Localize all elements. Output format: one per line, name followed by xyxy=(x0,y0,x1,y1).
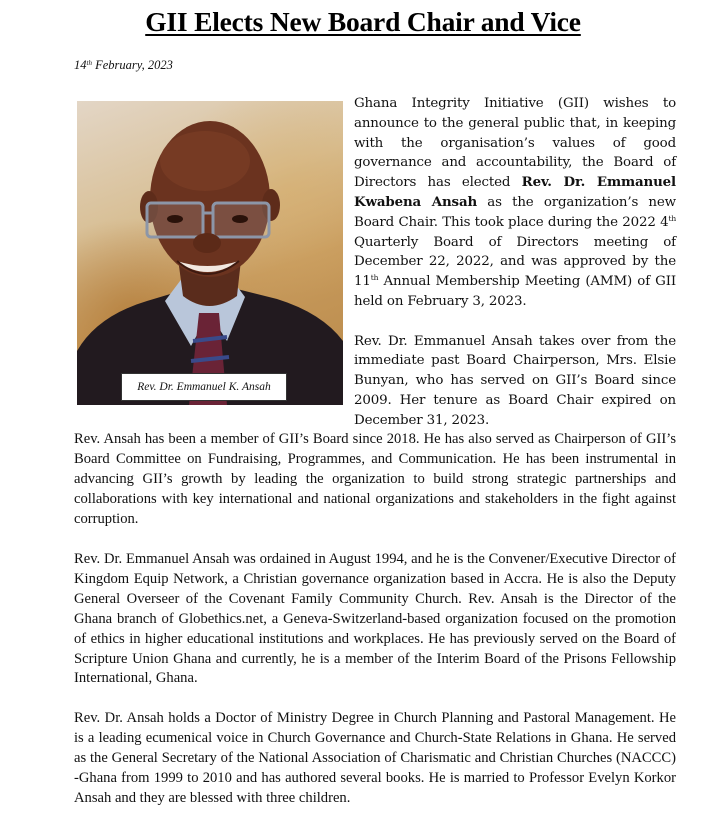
paragraph-announcement xyxy=(354,94,676,312)
article-title-text: GII Elects New Board Chair and Vice xyxy=(145,6,581,37)
portrait-illustration xyxy=(77,101,343,405)
chair-name: Rev. Dr. Emmanuel Kwabena Ansah xyxy=(354,174,676,210)
article-date xyxy=(74,58,173,73)
intro-column xyxy=(354,94,676,431)
ordinal-suffix: th xyxy=(668,213,676,223)
ordinal-number: 11 xyxy=(354,274,371,290)
paragraph-ordination-roles: Rev. Dr. Emmanuel Ansah was ordained in August 1994, and he is the Convener/Executive Director of Kingdom Equip Network, a Christian governance organization based in Accra. He is also the Deputy General Overseer of the Covenant Family Community Church. Rev. Ansah is the Director of the Ghana branch of Globethics.net, a Geneva-Switzerland-based organization focused on the promotion of ethics in higher educational institutions and workplaces. He has previously served on the Board of Scripture Union Ghana and currently, he is a member of the Interim Board of the Prisons Fellowship International, Ghana. xyxy=(74,551,676,687)
date-day-suffix: th xyxy=(86,59,92,67)
date-rest: February, 2023 xyxy=(91,58,173,72)
announcement-text-c: Quarterly Board of Directors meeting of December 22, 2022, and was approved by the xyxy=(354,234,676,270)
paragraph-succession: Rev. Dr. Emmanuel Ansah takes over from the immediate past Board Chairperson, Mrs. Elsie Bunyan, who has served on GII’s Board since 2009. Her tenure as Board Chair expired on December 31, 2023. xyxy=(354,333,676,428)
paragraph-board-membership: Rev. Ansah has been a member of GII’s Board since 2018. He has also served as Chairperson of GII’s Board Committee on Fundraising, Programmes, and Communication. He has been instrumental in advancing GII’s growth by leading the organization to build strong strategic partnerships and collaborations with key international and national organizations and stakeholders in the fight against corruption. xyxy=(74,431,676,527)
announcement-text-a: Ghana Integrity Initiative (GII) wishes to announce to the general public that, in keeping with the organisation’s values of good governance and accountability, the Board of Directors has elected xyxy=(354,96,676,191)
announcement-text-b: as the organization’s new Board Chair. This took place during the 2022 xyxy=(354,194,676,230)
announcement-text-d: Annual Membership Meeting (AMM) of GII held on February 3, 2023. xyxy=(354,274,676,309)
date-day: 14 xyxy=(74,58,87,72)
ordinal-number: 4 xyxy=(660,214,669,230)
paragraph-education-family: Rev. Dr. Ansah holds a Doctor of Ministry Degree in Church Planning and Pastoral Management. He is a leading ecumenical voice in Church Governance and Church-State Relations in Ghana. He served as the General Secretary of the National Association of Charismatic and Christian Churches (NACCC) -Ghana from 1999 to 2010 and has authored several books. He is married to Professor Evelyn Korkor Ansah and they are blessed with three children. xyxy=(74,710,676,806)
photo-caption: Rev. Dr. Emmanuel K. Ansah xyxy=(121,373,287,401)
article-title xyxy=(0,6,726,38)
portrait-photo xyxy=(77,101,343,405)
ordinal-suffix: th xyxy=(370,273,379,283)
